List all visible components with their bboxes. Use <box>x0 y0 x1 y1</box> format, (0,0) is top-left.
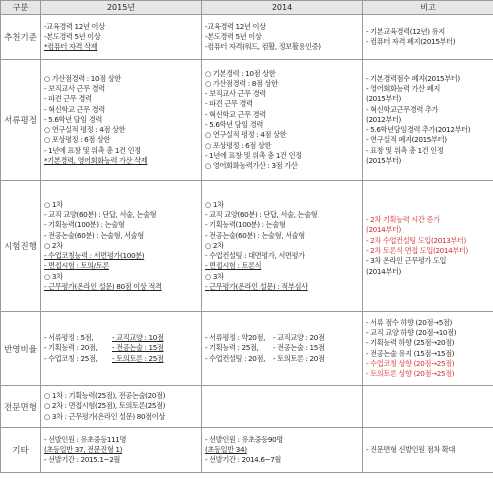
text-line: ○ 3차 : 근무평가(온라인 설문) 80점이상 <box>44 411 165 421</box>
header-2014: 2014 <box>202 1 363 15</box>
text-line: *기본경력, 영어회화능력 가산 삭제 <box>44 156 148 166</box>
text-line: - 연구실적 폐지(2015부터) <box>366 135 447 145</box>
cell-remarks <box>363 181 493 312</box>
text-line: - 3차 온라인 근무평가 도입 <box>366 256 447 266</box>
text-line: ○ 3차 <box>44 271 63 281</box>
row-category: 시험진행 <box>1 181 41 312</box>
text-line: - 전공논술(60분) : 논술형, 서술형 <box>44 230 144 240</box>
text-line: - 혁신학교 근무 경력 <box>44 104 105 114</box>
text-line: - 전공논술 유지 (15점→15점) <box>366 348 455 358</box>
text-line: - 기본교육경력(12년) 유지 <box>366 26 445 36</box>
text-line-highlight: - 수업코칭 상향 (20점→25점) <box>366 358 455 368</box>
text-line: ○ 가산점경력 : 10점 상한 <box>44 73 121 83</box>
cell-2015 <box>41 428 202 473</box>
text-line: -교육경력 12년 이상 <box>205 21 266 31</box>
text-line: - 서류 점수 하향 (20점→5점) <box>366 317 452 327</box>
text-line: - 혁신학교근무경력 추가 <box>366 104 439 114</box>
text-line: - 면접시험 : 토의/토론 <box>44 261 109 271</box>
text-line-highlight: - 2차 기획능력 시간 증가 <box>366 215 440 225</box>
text-line: (2014부터) <box>366 266 401 276</box>
text-line: ○ 연구실적 평정 : 4점 상한 <box>44 125 126 135</box>
text-line-highlight: (2014부터) <box>366 225 401 235</box>
ratio-line <box>205 333 359 343</box>
row-category: 기타 <box>1 428 41 473</box>
ratio-item: - 전공논술 : 15점 <box>112 343 164 353</box>
text-line: ○ 1차 : 기획능력(25점), 전공논술(20점) <box>44 391 166 401</box>
text-line: - 파견 근무 경력 <box>44 94 92 104</box>
text-line: - 파견 근무 경력 <box>205 99 253 109</box>
cell-2014 <box>202 312 363 386</box>
text-line: - 기본경력점수 폐지(2015부터) <box>366 73 460 83</box>
text-line: (2015부터) <box>366 94 401 104</box>
cell-2015 <box>41 312 202 386</box>
cell-2015 <box>41 15 202 60</box>
cell-remarks <box>363 386 493 428</box>
row-specialist-type <box>1 386 493 428</box>
text-line: ○ 연구실적 평정 : 4점 상한 <box>205 130 287 140</box>
text-line: - 5.6학년담임경력 추가(2012부터) <box>366 125 471 135</box>
ratio-item: - 서류평정 : 5점, <box>44 333 94 343</box>
text-line: - 선발기간 : 2015.1~2월 <box>44 455 121 465</box>
text-line-highlight: - 토의토론 상향 (20점→25점) <box>366 369 455 379</box>
cell-remarks <box>363 60 493 181</box>
text-line: ○ 기본경력 : 10점 상한 <box>205 68 276 78</box>
text-line: -본도경력 5년 이상 <box>44 31 101 41</box>
text-line: - 5.6학년 담임 경력 <box>205 120 263 129</box>
text-line-highlight: - 2차 토론식 면접 도입(2014부터) <box>366 246 468 255</box>
text-line: ○ 영어회화능력가산 : 3점 가산 <box>205 161 298 171</box>
cell-2015 <box>41 386 202 428</box>
text-line: ○ 포상평정 : 6점 상한 <box>205 140 272 150</box>
text-line: - 수업코칭능력 : 서면평가(100분) <box>44 251 145 261</box>
cell-2014 <box>202 386 363 428</box>
header-row <box>1 1 493 15</box>
text-line: ○ 포상평정 : 6점 상한 <box>44 135 111 145</box>
cell-2014 <box>202 428 363 473</box>
ratio-item: - 토의토론 : 20점 <box>273 353 325 363</box>
row-category: 전문면형 <box>1 386 41 428</box>
text-line: ○ 가산점경력 : 8점 상한 <box>205 78 278 88</box>
text-line: - 진문면형 신발인원 점차 확대 <box>366 444 456 454</box>
text-line: - 전공논술(60분) : 논술형, 서술형 <box>205 230 305 240</box>
cell-2014 <box>202 60 363 181</box>
text-line: - 기획능력 하향 (25점→20점) <box>366 338 455 348</box>
text-line: (초등일반 34) <box>205 444 247 454</box>
ratio-item: - 기획능력 : 25점, <box>205 343 259 353</box>
ratio-item: - 전공논술 : 15점 <box>273 343 325 353</box>
cell-remarks <box>363 15 493 60</box>
text-line: (2015부터) <box>366 156 401 166</box>
ratio-line <box>44 354 198 364</box>
text-line-highlight: - 2차 수업컨설팅 도입(2013부터) <box>366 235 467 245</box>
text-line: - 기획능력(100분) : 논술형 <box>44 220 125 230</box>
text-line: - 선발인원 : 유초중등111명 <box>44 434 127 444</box>
text-line: - 기획능력(100분) : 논술형 <box>205 220 286 230</box>
text-line: ○ 3차 <box>205 271 224 281</box>
ratio-item: - 수업컨설팅 : 20점, <box>205 353 266 363</box>
ratio-item: - 기획능력 : 20점, <box>44 343 98 353</box>
text-line: - 보직교사 근무 경력 <box>205 89 266 99</box>
cell-2015 <box>41 60 202 181</box>
text-line: -컴퓨터 자격(워드, 컴활, 정보활용인증) <box>205 42 321 52</box>
text-line: - 5.6학년 담임 경력 <box>44 114 102 124</box>
text-line: -본도경력 5년 이상 <box>205 31 262 41</box>
text-line: - 보직교사 근무 경력 <box>44 83 105 93</box>
text-line: - 근무평가(온라인 설문) : 적부심사 <box>205 282 308 292</box>
text-line: ○ 2차 <box>44 240 63 250</box>
text-line: - 선발인원 : 유초중등90명 <box>205 434 283 444</box>
text-line: - 교직 교양 하향 (20점→10점) <box>366 327 457 337</box>
ratio-line <box>205 343 359 353</box>
text-line: - 교직 교양(60분) : 단답, 서술, 논술형 <box>205 209 318 219</box>
text-line: - 1년에 표창 및 위촉 총 1건 인정 <box>44 145 141 155</box>
header-2015: 2015년 <box>41 1 202 15</box>
row-category: 반영비율 <box>1 312 41 386</box>
text-line: ○ 1차 <box>44 199 63 209</box>
row-exam-process <box>1 181 493 312</box>
cell-2014 <box>202 15 363 60</box>
cell-remarks <box>363 428 493 473</box>
header-remarks: 비고 <box>363 1 493 15</box>
row-category: 서류평정 <box>1 60 41 181</box>
text-line: (초등일반 37, 전문진형 1) <box>44 444 123 454</box>
row-category: 추천기준 <box>1 15 41 60</box>
text-line: - 컴퓨터 자격 폐지(2015부터) <box>366 37 456 46</box>
ratio-line <box>205 354 359 364</box>
ratio-item: - 서류평정 : 약20점, <box>205 333 266 343</box>
text-line: - 수업컨설팅 : 대면평가, 서면평가 <box>205 251 305 261</box>
row-recommendation-criteria <box>1 15 493 60</box>
cell-2014 <box>202 181 363 312</box>
text-line: - 영어회화능력 가산 폐지 <box>366 83 440 93</box>
text-line: - 혁신학교 근무 경력 <box>205 109 266 119</box>
cell-remarks <box>363 312 493 386</box>
text-line: (2012부터) <box>366 114 401 124</box>
row-weighting <box>1 312 493 386</box>
text-line: - 1년에 표창 및 위촉 총 1건 인정 <box>205 150 302 160</box>
text-line: -교육경력 12년 이상 <box>44 21 105 31</box>
text-line: *컴퓨터 자격 삭제 <box>44 42 98 52</box>
text-line: - 면접시험 : 토론식 <box>205 261 262 271</box>
text-line: - 교직 교양(60분) : 단답, 서술, 논술형 <box>44 209 157 219</box>
text-line: ○ 2차 : 면접시험(25점), 토의토론(25점) <box>44 401 166 411</box>
ratio-item: - 수업코칭 : 25점, <box>44 353 98 363</box>
text-line: - 표창 및 위촉 총 1건 인정 <box>366 145 444 155</box>
cell-2015 <box>41 181 202 312</box>
text-line: - 근무평가(온라인 설문) 80점 이상 적격 <box>44 282 162 292</box>
ratio-item: - 토의토론 : 25점 <box>112 353 164 363</box>
text-line: - 선발기간 : 2014.6~7월 <box>205 455 282 465</box>
ratio-item: - 교직교양 : 20점 <box>273 333 325 343</box>
row-other <box>1 428 493 473</box>
row-document-evaluation <box>1 60 493 181</box>
ratio-line <box>44 333 198 343</box>
text-line: ○ 2차 <box>205 240 224 250</box>
header-category: 구분 <box>1 1 41 15</box>
ratio-line <box>44 343 198 353</box>
ratio-item: - 교직교양 : 10점 <box>112 333 164 343</box>
text-line: ○ 1차 <box>205 199 224 209</box>
